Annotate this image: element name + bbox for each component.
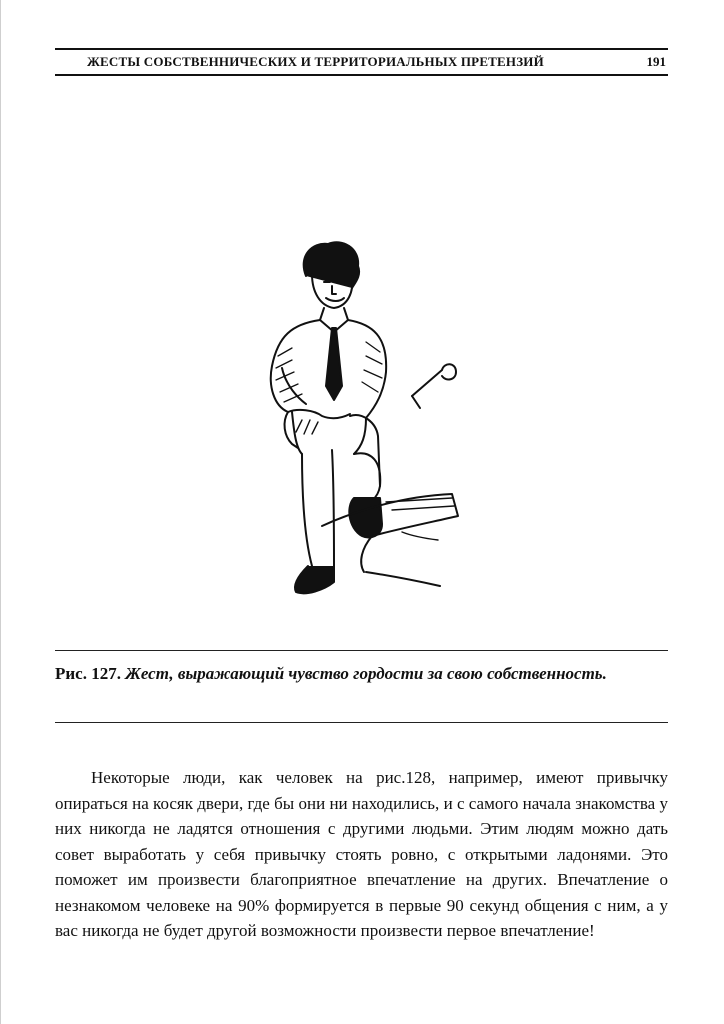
header-rule-bottom	[55, 74, 668, 76]
illustration-man-with-car	[262, 236, 468, 608]
header-rule-top	[55, 48, 668, 50]
running-header	[55, 48, 668, 78]
figure-caption-text: Жест, выражающий чувство гордости за свою собственность.	[125, 664, 607, 683]
caption-rule-bottom	[55, 722, 668, 723]
page-number: 191	[646, 54, 666, 69]
page-edge	[0, 0, 1, 1024]
body-paragraph: Некоторые люди, как человек на рис.128, например, имеют привычку опираться на косяк двери, где бы они ни находились, и с самого начала знакомства у них никогда не ладятся отношения с другими людьми. Этим людям можно дать совет выработать у себя привычку стоять ровно, с открытыми ладонями. Это поможет им произвести благоприятное впечатление на других. Впечатление о незнакомом человеке на 90% формируется в первые 90 секунд общения с ним, а у вас никогда не будет другой возможности произвести первое впечатление!	[55, 768, 668, 940]
figure-caption	[55, 662, 615, 686]
figure-label: Рис. 127.	[55, 664, 121, 683]
running-title: ЖЕСТЫ СОБСТВЕННИЧЕСКИХ И ТЕРРИТОРИАЛЬНЫХ ПРЕТЕНЗИЙ	[87, 54, 544, 69]
caption-rule-top	[55, 650, 668, 651]
